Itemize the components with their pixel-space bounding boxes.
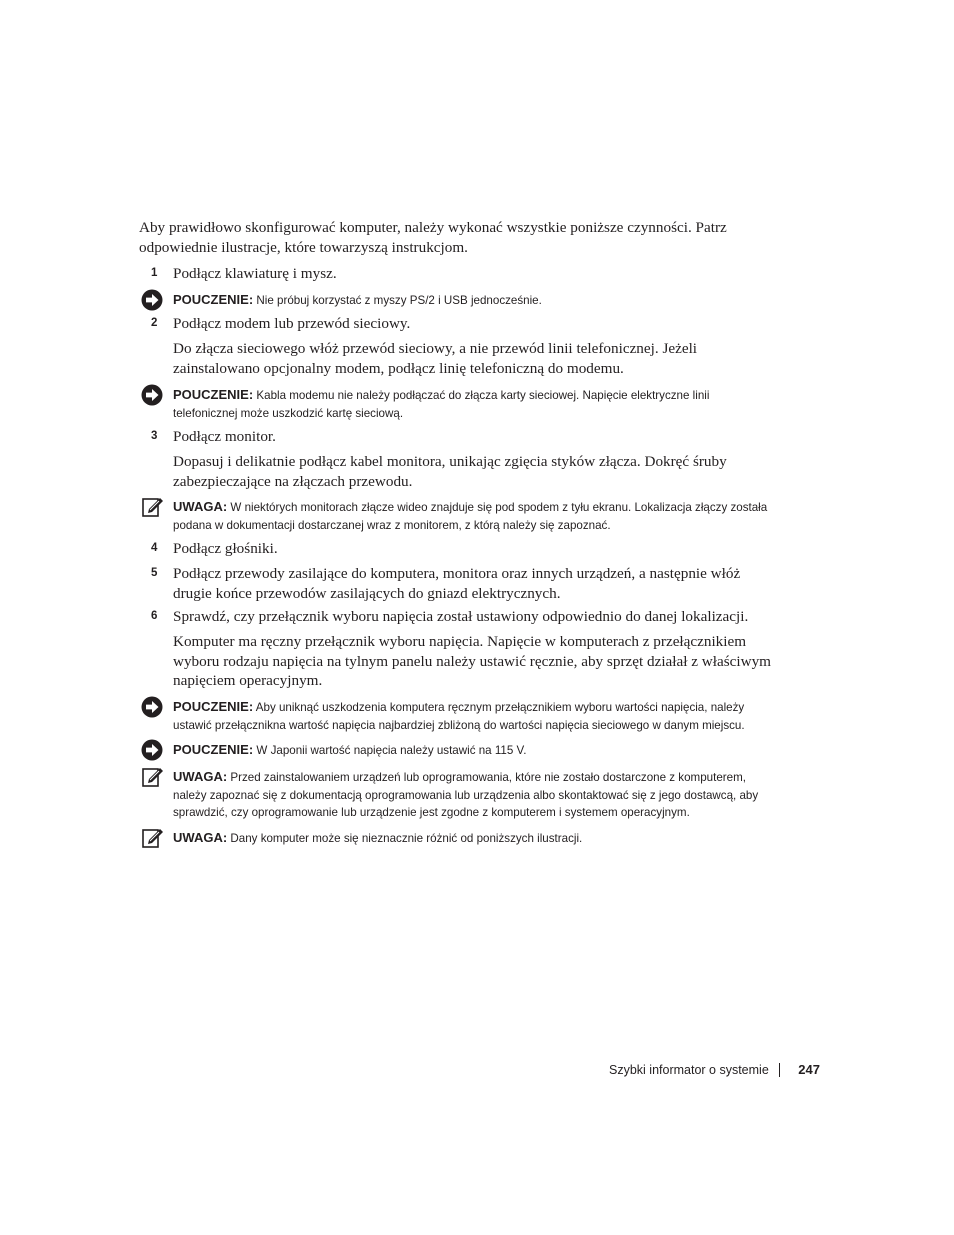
- note-label: UWAGA:: [173, 830, 228, 845]
- notice-body: Aby uniknąć uszkodzenia komputera ręcznym przełącznikiem wyboru wartości napięcia, należy ustawić przełącznikna wartość napięcia najbardziej zbliżoną do wartości napięcia sieciowego w danym miejscu.: [173, 701, 745, 732]
- step-detail: Komputer ma ręczny przełącznik wyboru napięcia. Napięcie w komputerach z przełącznikiem wyboru rodzaju napięcia na tylnym panelu należy ustawić ręcznie, aby sprzęt działał z właściwym napięciem operacyjnym.: [173, 633, 771, 689]
- notice-text: [173, 386, 773, 422]
- notice-body: Nie próbuj korzystać z myszy PS/2 i USB jednocześnie.: [256, 294, 542, 307]
- step-number: 3: [151, 430, 158, 442]
- step-text: Podłącz modem lub przewód sieciowy.: [173, 315, 411, 332]
- notice-body: Kabla modemu nie należy podłączać do złącza karty sieciowej. Napięcie elektryczne linii telefonicznej może uszkodzić kartę sieciową.: [173, 389, 710, 420]
- step-text: Podłącz monitor.: [173, 428, 276, 445]
- note-text: [173, 498, 773, 534]
- note-label: UWAGA:: [173, 769, 228, 784]
- note-body: Dany komputer może się nieznacznie różnić od poniższych ilustracji.: [230, 832, 583, 845]
- step-detail: Do złącza sieciowego włóż przewód sieciowy, a nie przewód linii telefonicznej. Jeżeli zainstalowano opcjonalny modem, podłącz linię telefoniczną do modemu.: [173, 340, 698, 377]
- notice-arrow-icon: [141, 384, 163, 406]
- step-text: Sprawdź, czy przełącznik wyboru napięcia został ustawiony odpowiednio do danej lokalizacji.: [173, 608, 749, 625]
- step-number: 2: [151, 317, 158, 329]
- step-detail: Dopasuj i delikatnie podłącz kabel monitora, unikając zgięcia styków złącza. Dokręć śruby zabezpieczające na złączach przewodu.: [173, 453, 727, 490]
- notice-label: POUCZENIE:: [173, 742, 254, 757]
- step-text: Podłącz głośniki.: [173, 540, 278, 557]
- step-text: Podłącz przewody zasilające do komputera, monitora oraz innych urządzeń, a następnie włóż drugie końce przewodów zasilających do gniazd elektrycznych.: [173, 565, 741, 602]
- note-pencil-icon: [142, 766, 164, 788]
- page-footer: [600, 1060, 822, 1080]
- note-text: [173, 829, 773, 848]
- notice-text: [173, 741, 773, 760]
- note-pencil-icon: [142, 827, 164, 849]
- note-text: [173, 768, 773, 822]
- notice-text: [173, 291, 773, 310]
- page-number: 247: [798, 1062, 820, 1077]
- notice-label: POUCZENIE:: [173, 292, 254, 307]
- step-number: 5: [151, 567, 158, 579]
- step-text: Podłącz klawiaturę i mysz.: [173, 265, 337, 282]
- notice-text: [173, 698, 773, 734]
- notice-label: POUCZENIE:: [173, 699, 254, 714]
- footer-separator: [779, 1063, 780, 1077]
- note-pencil-icon: [142, 496, 164, 518]
- step-number: 6: [151, 610, 158, 622]
- notice-arrow-icon: [141, 739, 163, 761]
- note-body: Przed zainstalowaniem urządzeń lub oprogramowania, które nie zostało dostarczone z komputerem, należy zapoznać się z dokumentacją oprogramowania lub urządzenia albo skontaktować się z jego dostawcą, aby sprawdzić, czy oprogramowanie lub urządzenie jest zgodne z komputerem i systemem operacyjnym.: [173, 771, 759, 819]
- step-number: 4: [151, 542, 158, 554]
- notice-arrow-icon: [141, 289, 163, 311]
- notice-arrow-icon: [141, 696, 163, 718]
- notice-label: POUCZENIE:: [173, 387, 254, 402]
- note-label: UWAGA:: [173, 499, 228, 514]
- footer-title: Szybki informator o systemie: [609, 1063, 769, 1077]
- notice-body: W Japonii wartość napięcia należy ustawić na 115 V.: [256, 744, 527, 757]
- note-body: W niektórych monitorach złącze wideo znajduje się pod spodem z tyłu ekranu. Lokalizacja złączy została podana w dokumentacji dostarczanej wraz z monitorem, z którą należy się zapoznać.: [173, 501, 768, 532]
- step-number: 1: [151, 267, 158, 279]
- intro-paragraph: Aby prawidłowo skonfigurować komputer, należy wykonać wszystkie poniższe czynności. Patrz odpowiednie ilustracje, które towarzyszą instrukcjom.: [139, 219, 727, 256]
